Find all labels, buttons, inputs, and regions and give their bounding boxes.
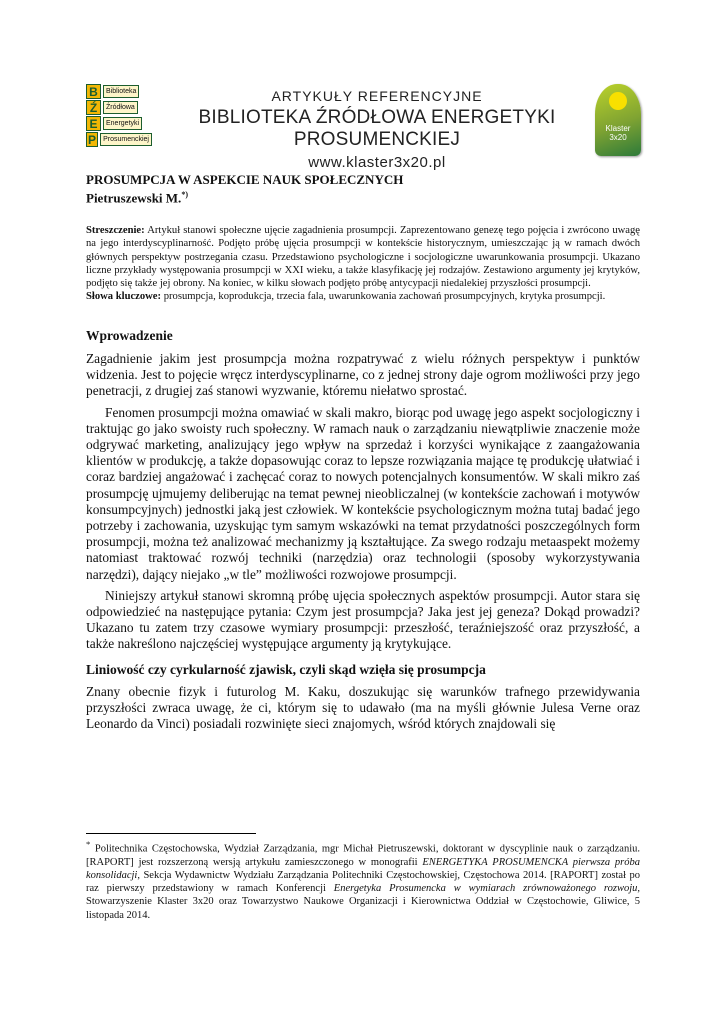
header-series-label: ARTYKUŁY REFERENCYJNE (271, 88, 483, 104)
paragraph: Niniejszy artykuł stanowi skromną próbę ujęcia społecznych aspektów prosumpcji. Autor stara się odpowiedzieć na następujące pytania: Czym jest prosumpcja? Jaka jest jej geneza? Dokąd prowadzi? Ukazano tu zatem trzy czasowe wymiary prosumpcji: przeszłość, teraźniejszość oraz przyszłość, a także nakreślono najczęściej występujące argumenty ją krytykujące. (86, 587, 640, 652)
footnote-text: Stowarzyszenie Klaster 3x20 oraz Towarzystwo Naukowe Organizacji i Kierownictwa Oddział w Częstochowie, Gliwice, 5 listopada 2014. (86, 896, 640, 921)
abstract (86, 224, 640, 289)
bzep-word: Źródłowa (103, 101, 138, 114)
bzep-word: Biblioteka (103, 85, 139, 98)
footnote-italic: ENERGETYKA PROSUMENCKA pierwsza próba konsolidacji (86, 856, 640, 881)
section-heading: Wprowadzenie (86, 327, 173, 343)
keywords-text: prosumpcja, koprodukcja, trzecia fala, uwarunkowania zachowań prosumpcyjnych, krytyka prosumpcji. (161, 290, 606, 302)
footnote-text: , Sekcja Wydawnictw Wydziału Zarządzania Politechniki Częstochowskiej, Częstochowa 2014. [RAPORT] został po raz pierwszy przedstawiony w ramach Konferencji (86, 869, 640, 895)
author-footnote-mark: *) (181, 190, 188, 199)
author-name: Pietruszewski M. (86, 190, 182, 206)
footnote-mark: * (86, 839, 91, 849)
footnote-divider (86, 833, 256, 834)
klaster-logo-text (595, 124, 641, 142)
section-heading: Liniowość czy cyrkularność zjawisk, czyli skąd wzięła się prosumpcja (86, 661, 486, 677)
bzep-logo-row (86, 116, 152, 131)
bzep-word: Prosumenckiej (100, 133, 152, 146)
klaster-logo (595, 84, 641, 156)
header-library-name: BIBLIOTEKA ŹRÓDŁOWA ENERGETYKI PROSUMENCKIEJ (198, 107, 556, 150)
sun-icon (609, 92, 627, 110)
footnote-italic: Energetyka Prosumencka w wymiarach zrównoważonego rozwoju, (333, 883, 640, 895)
header-website: www.klaster3x20.pl (308, 154, 446, 171)
footnote (86, 838, 640, 922)
bzep-letter: B (86, 84, 101, 99)
article-title: PROSUMPCJA W ASPEKCIE NAUK SPOŁECZNYCH (86, 172, 404, 187)
klaster-logo-line: Klaster (605, 124, 631, 133)
bzep-letter: E (86, 116, 101, 131)
bzep-logo (86, 84, 152, 148)
keywords-label: Słowa kluczowe: (86, 290, 162, 302)
paragraph: Fenomen prosumpcji można omawiać w skali makro, biorąc pod uwagę jego aspekt socjologiczny i traktując go jako swoisty ruch społeczny. W ramach nauk o zarządzaniu niewątpliwie znaczenie może odgrywać marketing, analizujący jego wpływ na sprzedaż i korzyści wynikające z zaangażowania klientów w produkcję, a także dopasowując coraz to lepsze rozwiązania mające tę produkcję ułatwiać i coraz bardziej angażować i zachęcać coraz to nowych potencjalnych konsumentów. W skali mikro zaś prosumpcję ujmujemy deliberując na temat pewnej nieobliczalnej (w kontekście zachowań i motywów konsumpcyjnych) jednostki jaką jest człowiek. W kontekście psychologicznym można tutaj badać jego potrzeby i zachowania, uzyskując tym samym wskazówki na temat przydatności poszczególnych form prosumpcji, można też analizować mechanizmy ją kształtujące. Za swego rodzaju metaaspekt możemy natomiast traktować rozwój techniki (narzędzia) oraz technologii (sposoby wykorzystywania narzędzi), dający niejako „w tle” możliwości rozwojowe prosumpcji. (86, 404, 640, 582)
header-title-block (172, 88, 582, 171)
bzep-logo-row (86, 100, 152, 115)
bzep-letter: Ź (86, 100, 101, 115)
bzep-word: Energetyki (103, 117, 142, 130)
document-header (86, 84, 641, 171)
bzep-logo-row (86, 84, 152, 99)
paragraph: Zagadnienie jakim jest prosumpcja można rozpatrywać z wielu różnych perspektyw i punktów widzenia. Jest to pojęcie wręcz interdyscyplinarne, co z jednej strony daje ogrom możliwości przy jego penetracji, z drugiej zaś stanowi wyzwanie, któremu niełatwo sprostać. (86, 350, 640, 399)
klaster-logo-line: 3x20 (609, 133, 627, 142)
footnote-text: Politechnika Częstochowska, Wydział Zarządzania, mgr Michał Pietruszewski, doktorant w dyscyplinie nauk o zarządzaniu. [RAPORT] jest rozszerzoną wersją artykułu zamieszczonego w monografii (86, 843, 640, 868)
article-author (86, 187, 640, 205)
abstract-label: Streszczenie: (86, 225, 145, 237)
paragraph: Znany obecnie fizyk i futurolog M. Kaku, doszukując się warunków trafnego przewidywania przyszłości zwraca uwagę, że ci, którym się to udawało (ma na myśli głównie Julesa Verne oraz Leonardo da Vinci) posiadali rozwinięte sieci znajomych, wśród których znajdowali się (86, 683, 640, 731)
bzep-letter: P (86, 132, 98, 147)
abstract-text: Artykuł stanowi społeczne ujęcie zagadnienia prosumpcji. Zaprezentowano genezę tego pojęcia i zwrócono uwagę na jego interdyscyplinarność. Podjęto próbę ujęcia prosumpcji w kontekście historycznym, umieszczając ją w ramach dwóch głównych perspektyw postrzegania czasu. Przedstawiono psychologiczne i socjologiczne uwarunkowania prosumpcji. Ukazano liczne przykłady występowania prosumpcji w XXI wieku, a także klasyfikację jej rodzajów. Zestawiono argumenty jej krytyków, podjęto się także jej obrony. Na koniec, w kilku słowach podjęto próbę antycypacji niedalekiej przyszłości prosumpcji. (86, 225, 640, 289)
bzep-logo-row (86, 132, 152, 147)
keywords (86, 290, 640, 303)
article-body (86, 172, 640, 732)
